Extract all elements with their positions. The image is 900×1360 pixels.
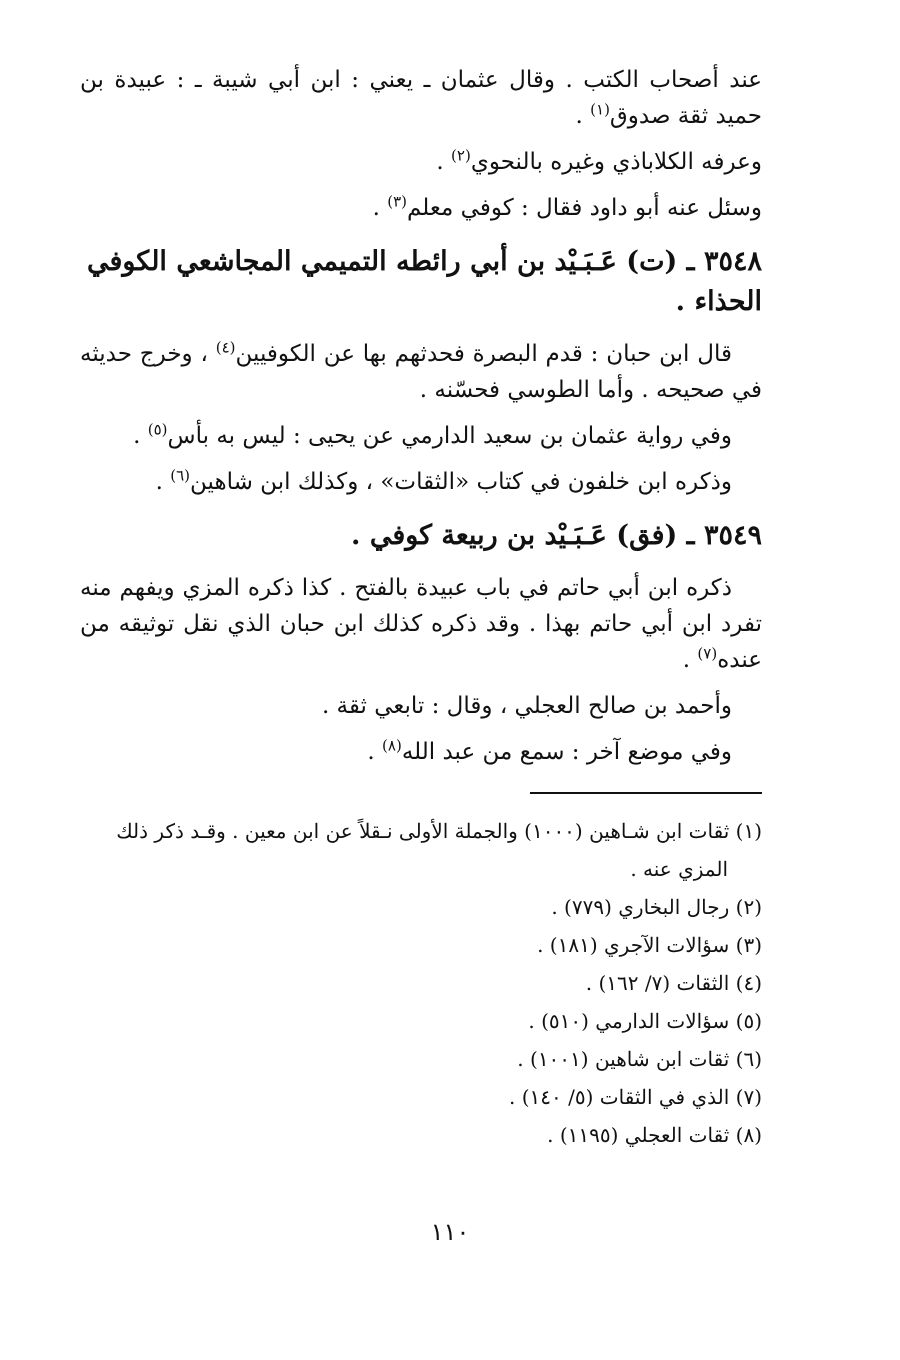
paragraph-tail: . <box>436 149 452 175</box>
paragraph <box>80 190 762 226</box>
footnote-ref: (١) <box>590 100 610 119</box>
footnotes <box>80 812 762 1154</box>
paragraph-text: قال ابن حبان : قدم البصرة فحدثهم بها عن الكوفيين <box>235 341 732 367</box>
footnote-item: (٨) ثقات العجلي (١١٩٥) . <box>547 1123 762 1147</box>
paragraph-text: عند أصحاب الكتب . وقال عثمان ـ يعني : ابن أبي شيبة ـ : عبيدة بن حميد ثقة صدوق <box>80 67 762 129</box>
entry-heading: ٣٥٤٩ ـ (فق) عَـبَـيْد بن ربيعة كوفي . <box>351 520 762 551</box>
paragraph-text: وفي موضع آخر : سمع من عبد الله <box>401 739 732 765</box>
footnote-item: (٥) سؤالات الدارمي (٥١٠) . <box>528 1009 762 1033</box>
paragraph-tail: . <box>367 739 383 765</box>
footnote-item: (٧) الذي في الثقات (٥/ ١٤٠) . <box>509 1085 762 1109</box>
paragraph-text: ذكره ابن أبي حاتم في باب عبيدة بالفتح . كذا ذكره المزي ويفهم منه تفرد ابن أبي حاتم بهذا . وقد ذكره كذلك ابن حبان الذي نقل توثيقه من عنده <box>80 575 762 673</box>
paragraph-text: وعرفه الكلاباذي وغيره بالنحوي <box>470 149 762 175</box>
footnote-ref: (٢) <box>451 146 471 165</box>
paragraph <box>80 464 762 500</box>
paragraph-text: وذكره ابن خلفون في كتاب «الثقات» ، وكذلك ابن شاهين <box>190 469 732 495</box>
footnote-item: (١) ثقات ابن شـاهين (١٠٠٠) والجملة الأولى نـقلاً عن ابن معين . وقـد ذكر ذلك <box>116 819 762 843</box>
paragraph-text: وسئل عنه أبو داود فقال : كوفي معلم <box>407 195 762 221</box>
footnote-item: (٤) الثقات (٧/ ١٦٢) . <box>585 971 762 995</box>
footnote-ref: (٣) <box>387 192 407 211</box>
paragraph: وأحمد بن صالح العجلي ، وقال : تابعي ثقة . <box>321 693 732 719</box>
footnote-ref: (٥) <box>147 420 168 439</box>
footnote-item: (٣) سؤالات الآجري (١٨١) . <box>537 933 762 957</box>
entry-3549 <box>80 516 762 770</box>
footnote-ref: (٨) <box>382 736 402 755</box>
paragraph <box>80 734 762 770</box>
paragraph-text: وفي رواية عثمان بن سعيد الدارمي عن يحيى : ليس به بأس <box>167 423 732 449</box>
entry-3548 <box>80 242 762 500</box>
paragraph-tail: . <box>372 195 388 221</box>
paragraph <box>80 144 762 180</box>
footnote-continuation: المزي عنه . <box>630 857 728 881</box>
paragraph-tail: . <box>155 469 171 495</box>
continuation-block <box>80 62 762 226</box>
paragraph <box>80 418 762 454</box>
footnote-ref: (٤) <box>215 338 236 357</box>
footnote-ref: (٧) <box>697 644 718 663</box>
footnote-ref: (٦) <box>170 466 191 485</box>
paragraph <box>80 336 762 408</box>
footnote-item: (٢) رجال البخاري (٧٧٩) . <box>551 895 762 919</box>
footnote-divider <box>530 792 762 794</box>
footnote-item: (٦) ثقات ابن شاهين (١٠٠١) . <box>517 1047 762 1071</box>
paragraph-tail: . <box>682 647 698 673</box>
entry-heading: ٣٥٤٨ ـ (ت) عَـبَـيْد بن أبي رائطه التميمي المجاشعي الكوفي الحذاء . <box>86 246 762 317</box>
paragraph-tail: . <box>133 423 148 449</box>
paragraph-tail: ، وخرج حديثه في صحيحه . وأما الطوسي فحسّنه . <box>80 341 762 403</box>
paragraph <box>80 570 762 678</box>
paragraph <box>80 62 762 134</box>
paragraph-tail: . <box>575 103 591 129</box>
page-number: ١١٠ <box>430 1218 470 1246</box>
